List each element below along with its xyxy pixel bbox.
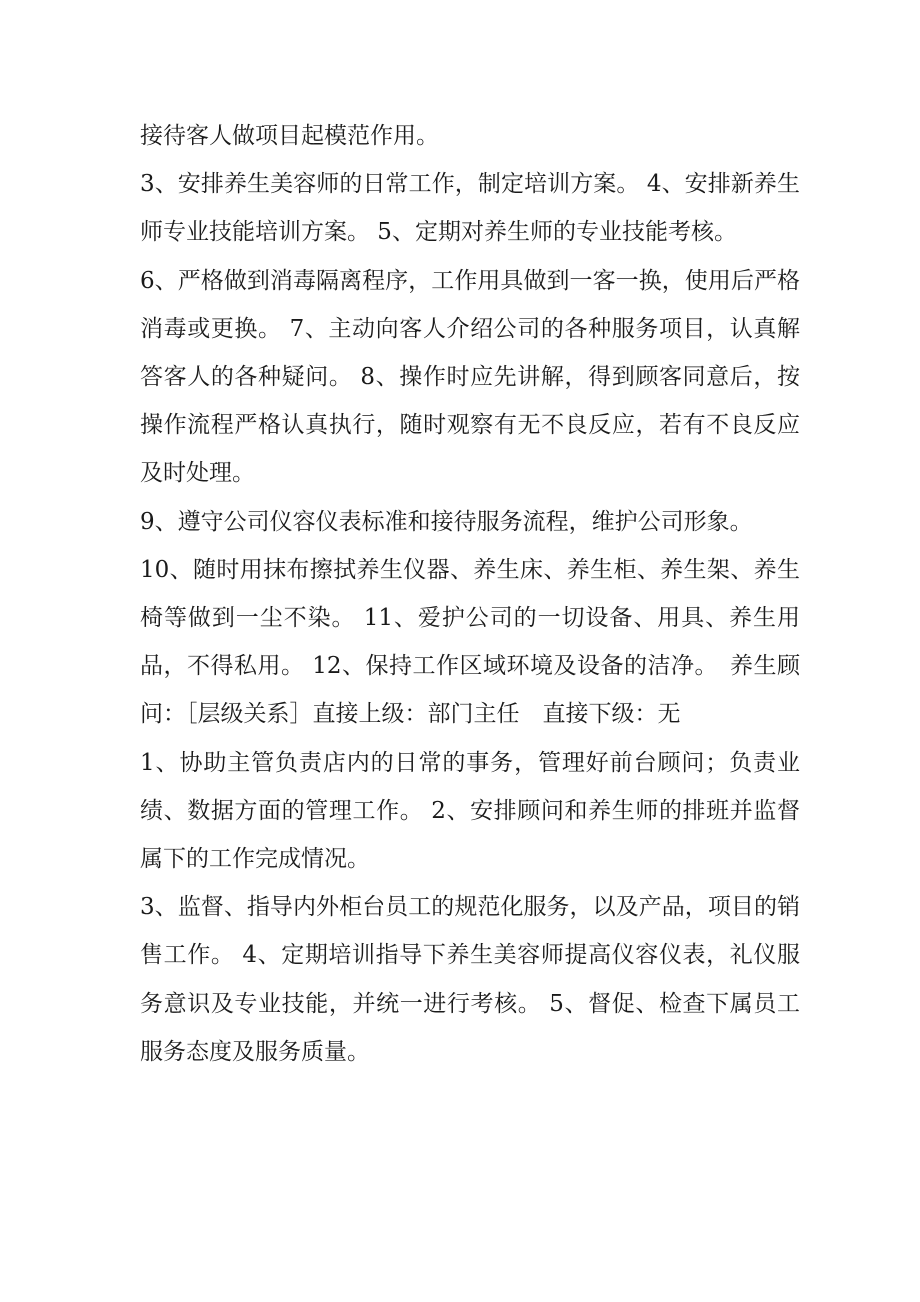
paragraph-supervision-duties: 3、监督、指导内外柜台员工的规范化服务，以及产品，项目的销售工作。 4、定期培训指导下养生美容师提高仪容仪表，礼仪服务意识及专业技能，并统一进行考核。 5、督促、检查下属员工服务态度及服务质量。: [140, 894, 800, 1065]
paragraph-cleaning-advisor: 10、随时用抹布擦拭养生仪器、养生床、养生柜、养生架、养生椅等做到一尘不染。 11、爱护公司的一切设备、用具、养生用品，不得私用。 12、保持工作区域环境及设备的洁净。 养生顾问：［层级关系］直接上级：部门主任 直接下级：无: [140, 556, 800, 728]
paragraph-training-duties: 3、安排养生美容师的日常工作，制定培训方案。 4、安排新养生师专业技能培训方案。 5、定期对养生师的专业技能考核。: [140, 171, 800, 246]
paragraph-reception-role: 接待客人做项目起模范作用。: [140, 123, 439, 149]
paragraph-advisor-duties: 1、协助主管负责店内的日常的事务，管理好前台顾问；负责业绩、数据方面的管理工作。 2、安排顾问和养生师的排班并监督属下的工作完成情况。: [140, 749, 800, 873]
paragraph-company-image: 9、遵守公司仪容仪表标准和接待服务流程，维护公司形象。: [140, 508, 753, 535]
paragraph-hygiene-service: 6、严格做到消毒隔离程序，工作用具做到一客一换，使用后严格消毒或更换。 7、主动向客人介绍公司的各种服务项目，认真解答客人的各种疑问。 8、操作时应先讲解，得到顾客同意后，按操作流程严格认真执行，随时观察有无不良反应，若有不良反应及时处理。: [140, 267, 800, 487]
document-body: [140, 112, 800, 1076]
